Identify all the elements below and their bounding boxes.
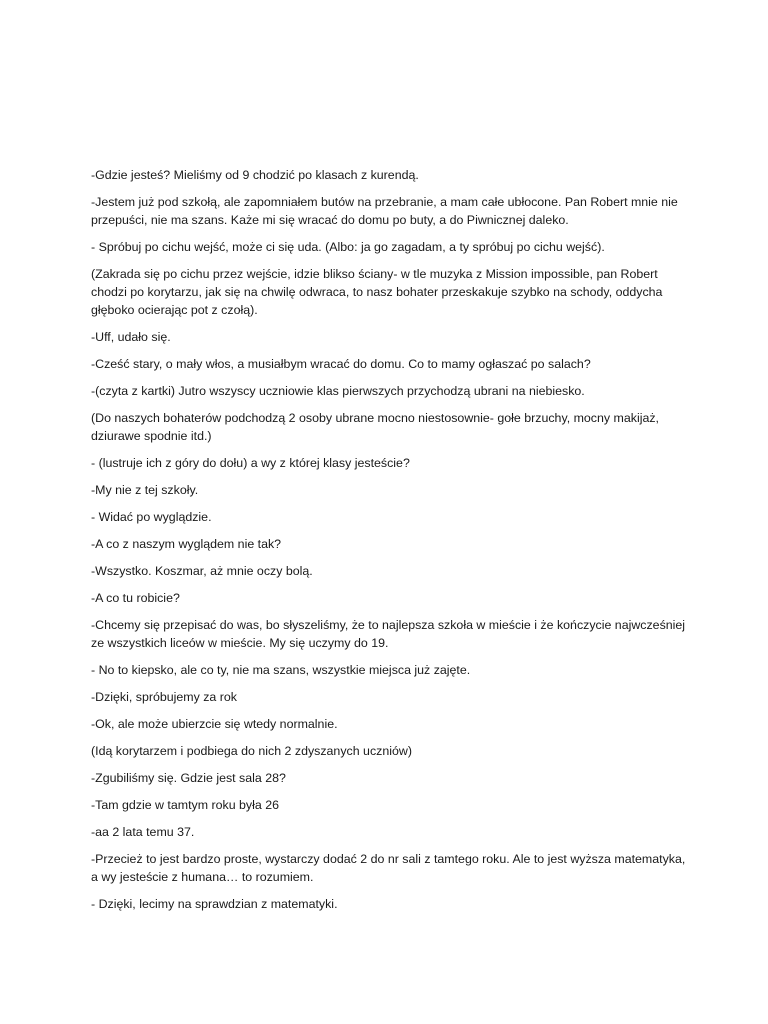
paragraph-14: -A co tu robicie? xyxy=(91,591,180,605)
paragraph-3: - Spróbuj po cichu wejść, może ci się uda. (Albo: ja go zagadam, a ty spróbuj po cichu wejść). xyxy=(91,240,605,254)
paragraph-17: -Dzięki, spróbujemy za rok xyxy=(91,690,237,704)
paragraph-9: - (lustruje ich z góry do dołu) a wy z której klasy jesteście? xyxy=(91,456,410,470)
paragraph-21: -Tam gdzie w tamtym roku była 26 xyxy=(91,798,279,812)
paragraph-22: -aa 2 lata temu 37. xyxy=(91,825,195,839)
paragraph-11: - Widać po wyglądzie. xyxy=(91,510,212,524)
paragraph-6: -Cześć stary, o mały włos, a musiałbym wracać do domu. Co to mamy ogłaszać po salach? xyxy=(91,357,591,371)
paragraph-20: -Zgubiliśmy się. Gdzie jest sala 28? xyxy=(91,771,286,785)
document-body xyxy=(91,166,691,922)
paragraph-2: -Jestem już pod szkołą, ale zapomniałem butów na przebranie, a mam całe ubłocone. Pan Robert mnie nie przepuści, nie ma szans. Każe mi się wracać do domu po buty, a do Piwnicznej daleko. xyxy=(91,195,678,227)
paragraph-24: - Dzięki, lecimy na sprawdzian z matematyki. xyxy=(91,897,338,911)
paragraph-1: -Gdzie jesteś? Mieliśmy od 9 chodzić po klasach z kurendą. xyxy=(91,168,419,182)
paragraph-4: (Zakrada się po cichu przez wejście, idzie blikso ściany- w tle muzyka z Mission impossible, pan Robert chodzi po korytarzu, jak się na chwilę odwraca, to nasz bohater przeskakuje szybko na schody, oddycha głęboko ocierając pot z czołą). xyxy=(91,267,663,317)
paragraph-12: -A co z naszym wyglądem nie tak? xyxy=(91,537,282,551)
paragraph-18: -Ok, ale może ubierzcie się wtedy normalnie. xyxy=(91,717,338,731)
paragraph-19: (Idą korytarzem i podbiega do nich 2 zdyszanych uczniów) xyxy=(91,744,412,758)
paragraph-8: (Do naszych bohaterów podchodzą 2 osoby ubrane mocno niestosownie- gołe brzuchy, mocny makijaż, dziurawe spodnie itd.) xyxy=(91,411,659,443)
paragraph-10: -My nie z tej szkoły. xyxy=(91,483,199,497)
paragraph-5: -Uff, udało się. xyxy=(91,330,171,344)
paragraph-15: -Chcemy się przepisać do was, bo słyszeliśmy, że to najlepsza szkoła w mieście i że kończycie najwcześniej ze wszystkich liceów w mieście. My się uczymy do 19. xyxy=(91,618,686,650)
paragraph-23: -Przecież to jest bardzo proste, wystarczy dodać 2 do nr sali z tamtego roku. Ale to jest wyższa matematyka, a wy jesteście z humana… to rozumiem. xyxy=(91,852,686,884)
paragraph-7: -(czyta z kartki) Jutro wszyscy uczniowie klas pierwszych przychodzą ubrani na niebiesko. xyxy=(91,384,585,398)
paragraph-13: -Wszystko. Koszmar, aż mnie oczy bolą. xyxy=(91,564,313,578)
paragraph-16: - No to kiepsko, ale co ty, nie ma szans, wszystkie miejsca już zajęte. xyxy=(91,663,471,677)
